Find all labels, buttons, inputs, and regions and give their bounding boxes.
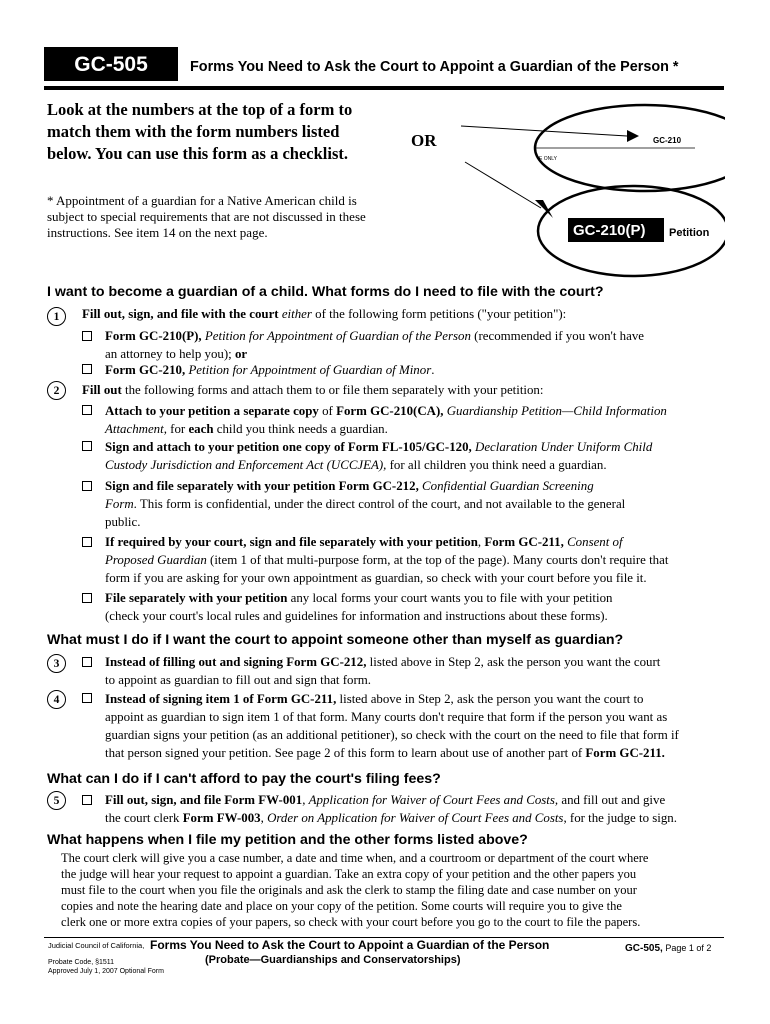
item-gc210ca: Attach to your petition a separate copy of Form GC-210(CA), Guardianship Petition—Child Information Attachment, for each child you think needs a guardian. bbox=[105, 404, 667, 436]
section-heading-become-guardian: I want to become a guardian of a child. What forms do I need to file with the court? bbox=[47, 284, 604, 300]
page-title: Forms You Need to Ask the Court to Appoint a Guardian of the Person * bbox=[190, 59, 679, 75]
checkbox-local-forms[interactable] bbox=[82, 593, 92, 603]
intro-text: Look at the numbers at the top of a form to match them with the form numbers listed below. You can use this form as a checklist. bbox=[47, 100, 353, 163]
item-gc212: Sign and file separately with your petition Form GC-212, Confidential Guardian Screening Form. This form is confidential, under the direct control of the court, and not available to the general public. bbox=[105, 479, 626, 529]
top-form-small: E ONLY bbox=[539, 156, 557, 162]
pointer-arrow-top bbox=[627, 130, 639, 142]
checkbox-step-5[interactable] bbox=[82, 795, 92, 805]
checkbox-step-4[interactable] bbox=[82, 693, 92, 703]
step-number-5: 5 bbox=[47, 791, 66, 810]
footer-council: Judicial Council of California, bbox=[48, 941, 145, 950]
step-number-4: 4 bbox=[47, 690, 66, 709]
section-heading-what-happens: What happens when I file my petition and the other forms listed above? bbox=[47, 832, 528, 848]
final-paragraph: The court clerk will give you a case number, a date and time when, and a courtroom or department of the court where the judge will hear your request to appoint a guardian. Take an extra copy of your petition and the other papers you must file to the court when you file the originals and ask the clerk to stamp the filing date and case number on your copies and note the hearing date and place on your copy of the petition. Some courts will require you to give the clerk one or more extra copies of your papers, so check with your court before you go to the court to file the papers. bbox=[61, 851, 649, 929]
or-label: OR bbox=[411, 131, 437, 150]
header-divider bbox=[44, 86, 724, 90]
checkbox-step-3[interactable] bbox=[82, 657, 92, 667]
footer-approved: Approved July 1, 2007 Optional Form bbox=[48, 968, 164, 975]
bottom-form-label: GC-210(P) bbox=[573, 222, 646, 239]
checkbox-gc210[interactable] bbox=[82, 364, 92, 374]
item-gc210: Form GC-210, Petition for Appointment of Guardian of Minor. bbox=[105, 363, 435, 377]
native-american-note: * Appointment of a guardian for a Native American child is subject to special requirements that are not discussed in these instructions. See item 14 on the next page. bbox=[47, 193, 366, 240]
checkbox-gc211[interactable] bbox=[82, 537, 92, 547]
item-step-5: Fill out, sign, and file Form FW-001, Application for Waiver of Court Fees and Costs, and fill out and give the court clerk Form FW-003, Order on Application for Waiver of Court Fees and Costs, for the judge to sign. bbox=[105, 793, 677, 825]
checkbox-gc212[interactable] bbox=[82, 481, 92, 491]
step-1-text: Fill out, sign, and file with the court either of the following form petitions ("your petition"): bbox=[82, 307, 567, 321]
step-number-1: 1 bbox=[47, 307, 66, 326]
item-fl105: Sign and attach to your petition one copy of Form FL-105/GC-120, Declaration Under Uniform Child Custody Jurisdiction and Enforcement Act (UCCJEA), for all children you think need a guardian. bbox=[105, 440, 653, 472]
pointer-line-top bbox=[461, 126, 627, 136]
item-local-forms: File separately with your petition any local forms your court wants you to file with your petition (check your court's local rules and guidelines for information and instructions about these forms). bbox=[105, 591, 613, 623]
top-form-label: GC-210 bbox=[653, 136, 682, 145]
item-gc211: If required by your court, sign and file separately with your petition, Form GC-211, Consent of Proposed Guardian (item 1 of that multi-purpose form, at the top of the page). Many courts don't require that form if you are asking for your own appointment as guardian, so check with your court before you file it. bbox=[105, 535, 669, 585]
step-number-3: 3 bbox=[47, 654, 66, 673]
item-gc210p: Form GC-210(P), Petition for Appointment of Guardian of the Person (recommended if you won't have an attorney to help you); or bbox=[105, 329, 645, 361]
footer-subtitle: (Probate—Guardianships and Conservatorships) bbox=[205, 954, 461, 966]
step-2-text: Fill out the following forms and attach them to or file them separately with your petition: bbox=[82, 383, 544, 397]
footer-title: Forms You Need to Ask the Court to Appoint a Guardian of the Person bbox=[150, 938, 550, 952]
item-step-3: Instead of filling out and signing Form GC-212, listed above in Step 2, ask the person you want the court to appoint as guardian to fill out and sign that form. bbox=[105, 655, 661, 687]
section-heading-someone-else: What must I do if I want the court to appoint someone other than myself as guardian? bbox=[47, 632, 624, 648]
checkbox-fl105[interactable] bbox=[82, 441, 92, 451]
section-heading-filing-fees: What can I do if I can't afford to pay the court's filing fees? bbox=[47, 771, 441, 787]
form-number-badge: GC-505 bbox=[44, 47, 178, 81]
form-number-illustration bbox=[455, 98, 725, 278]
footer-citation bbox=[48, 958, 164, 976]
footer-probate-code: Probate Code, §1511 bbox=[48, 959, 115, 966]
bottom-petition-label: Petition bbox=[669, 227, 710, 239]
checkbox-gc210ca[interactable] bbox=[82, 405, 92, 415]
item-step-4: Instead of signing item 1 of Form GC-211, listed above in Step 2, ask the person you want the court to appoint as guardian to sign item 1 of that form. Many courts don't require that form if the person you want as guardian signs your petition (as an additional petitioner), so check with the court on the need to file that form if that person signed your petition. See page 2 of this form to learn about use of another part of Form GC-211. bbox=[105, 692, 679, 760]
pointer-line-bottom bbox=[465, 162, 541, 208]
checkbox-gc210p[interactable] bbox=[82, 331, 92, 341]
footer-page-number: GC-505, Page 1 of 2 bbox=[625, 943, 712, 954]
step-number-2: 2 bbox=[47, 381, 66, 400]
